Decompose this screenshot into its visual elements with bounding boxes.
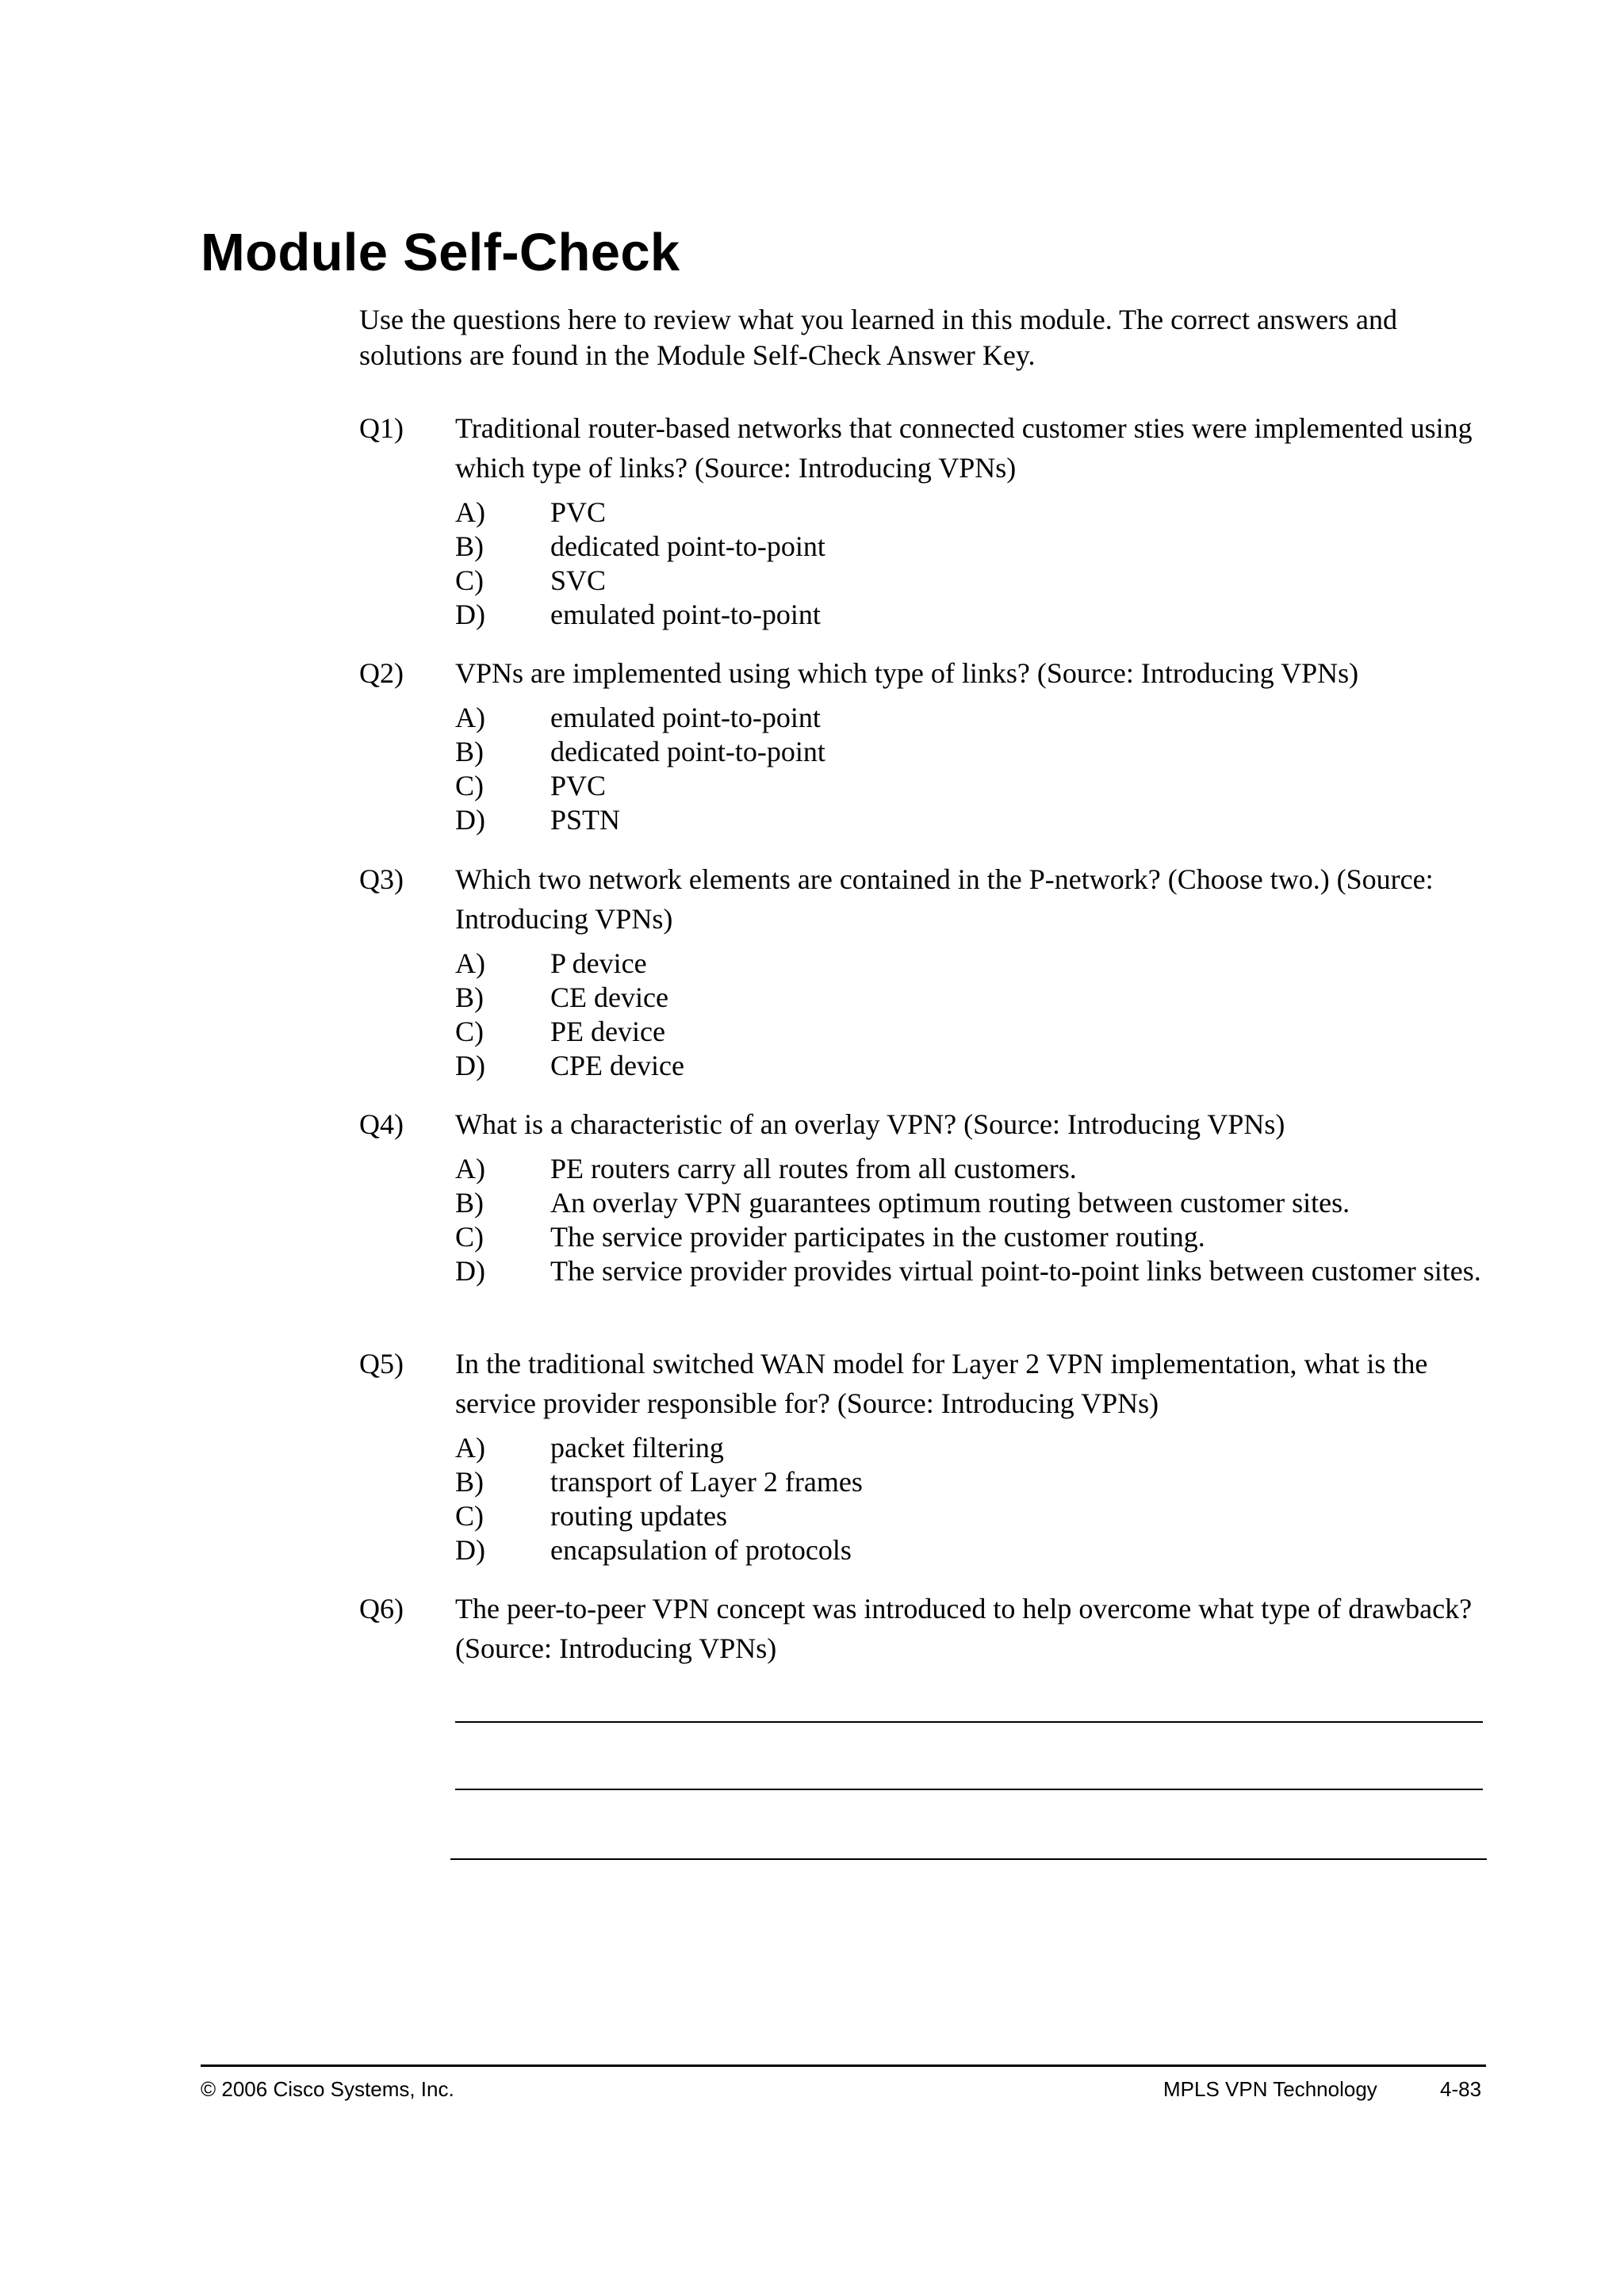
answer-option [455, 1186, 1493, 1220]
option-text: CE device [550, 982, 668, 1013]
option-letter: C) [455, 770, 484, 802]
option-text: emulated point-to-point [550, 702, 821, 733]
answer-option [455, 947, 1493, 981]
option-text: transport of Layer 2 frames [550, 1466, 863, 1498]
question-text: Which two network elements are contained in the P-network? (Choose two.) (Source: Introducing VPNs) [455, 863, 1434, 935]
option-letter: C) [455, 1500, 484, 1532]
answer-line[interactable] [455, 1789, 1483, 1790]
option-letter: A) [455, 947, 485, 979]
option-text: An overlay VPN guarantees optimum routing between customer sites. [550, 1187, 1350, 1219]
answer-option [455, 701, 1493, 735]
option-letter: A) [455, 1432, 485, 1464]
intro-paragraph: Use the questions here to review what you learned in this module. The correct answers and solutions are found in the Module Self-Check Answer Key. [359, 304, 1397, 371]
answer-line[interactable] [450, 1858, 1487, 1860]
answer-option [455, 1220, 1493, 1254]
answer-option [455, 1465, 1493, 1499]
option-letter: C) [455, 564, 484, 596]
option-letter: A) [455, 1153, 485, 1184]
answer-options [455, 1152, 1493, 1288]
option-text: P device [550, 947, 647, 979]
answer-option [455, 1431, 1493, 1465]
question-text: What is a characteristic of an overlay VPN? (Source: Introducing VPNs) [455, 1108, 1285, 1140]
option-letter: B) [455, 1187, 484, 1219]
option-text: The service provider provides virtual point-to-point links between customer sites. [550, 1255, 1481, 1287]
option-letter: C) [455, 1221, 484, 1253]
footer-page-number: 4-83 [1440, 2077, 1482, 2101]
footer-divider [201, 2064, 1486, 2067]
option-letter: C) [455, 1016, 484, 1047]
answer-option [455, 1049, 1493, 1083]
option-letter: A) [455, 702, 485, 733]
option-letter: D) [455, 1534, 485, 1566]
option-letter: D) [455, 804, 485, 836]
question-number: Q2) [359, 657, 404, 689]
answer-option [455, 1499, 1493, 1533]
option-text: packet filtering [550, 1432, 724, 1464]
answer-options [455, 947, 1493, 1083]
answer-option [455, 530, 1493, 564]
option-text: CPE device [550, 1050, 684, 1081]
question-2 [359, 653, 1493, 837]
question-number: Q3) [359, 863, 404, 895]
answer-option [455, 1152, 1493, 1186]
answer-option [455, 981, 1493, 1015]
question-text: VPNs are implemented using which type of links? (Source: Introducing VPNs) [455, 657, 1359, 689]
question-number: Q6) [359, 1593, 404, 1624]
question-text: Traditional router-based networks that connected customer sties were implemented using which type of links? (Source: Introducing VPNs) [455, 412, 1473, 484]
option-text: dedicated point-to-point [550, 736, 825, 767]
option-letter: B) [455, 736, 484, 767]
answer-option [455, 564, 1493, 598]
answer-options [455, 1431, 1493, 1567]
question-text: In the traditional switched WAN model for Layer 2 VPN implementation, what is the service provider responsible for? (Source: Introducing VPNs) [455, 1348, 1428, 1419]
option-text: encapsulation of protocols [550, 1534, 852, 1566]
answer-option [455, 496, 1493, 530]
option-text: routing updates [550, 1500, 727, 1532]
option-letter: B) [455, 530, 484, 562]
question-1 [359, 408, 1493, 632]
question-3 [359, 859, 1493, 1083]
question-4 [359, 1104, 1493, 1288]
option-letter: B) [455, 982, 484, 1013]
question-5 [359, 1344, 1493, 1567]
question-text: The peer-to-peer VPN concept was introduced to help overcome what type of drawback? (Source: Introducing VPNs) [455, 1593, 1473, 1664]
question-number: Q1) [359, 412, 404, 444]
answer-option [455, 1254, 1493, 1288]
answer-option [455, 598, 1493, 632]
answer-line[interactable] [455, 1721, 1483, 1723]
question-number: Q4) [359, 1108, 404, 1140]
option-text: emulated point-to-point [550, 599, 821, 630]
option-text: dedicated point-to-point [550, 530, 825, 562]
option-text: The service provider participates in the customer routing. [550, 1221, 1205, 1253]
option-letter: D) [455, 1255, 485, 1287]
answer-option [455, 803, 1493, 837]
question-number: Q5) [359, 1348, 404, 1380]
answer-option [455, 1015, 1493, 1049]
option-letter: A) [455, 496, 485, 528]
answer-options [455, 496, 1493, 632]
option-letter: D) [455, 599, 485, 630]
option-text: SVC [550, 564, 607, 596]
answer-option [455, 1533, 1493, 1567]
answer-option [455, 735, 1493, 769]
question-6 [359, 1589, 1493, 1668]
option-letter: D) [455, 1050, 485, 1081]
option-text: PE device [550, 1016, 665, 1047]
answer-option [455, 769, 1493, 803]
page-title: Module Self-Check [201, 223, 680, 282]
option-text: PE routers carry all routes from all customers. [550, 1153, 1077, 1184]
option-text: PVC [550, 770, 607, 802]
option-letter: B) [455, 1466, 484, 1498]
footer-course-title: MPLS VPN Technology [1163, 2077, 1377, 2101]
option-text: PVC [550, 496, 607, 528]
option-text: PSTN [550, 804, 621, 836]
footer-copyright: © 2006 Cisco Systems, Inc. [201, 2077, 454, 2101]
answer-options [455, 701, 1493, 837]
